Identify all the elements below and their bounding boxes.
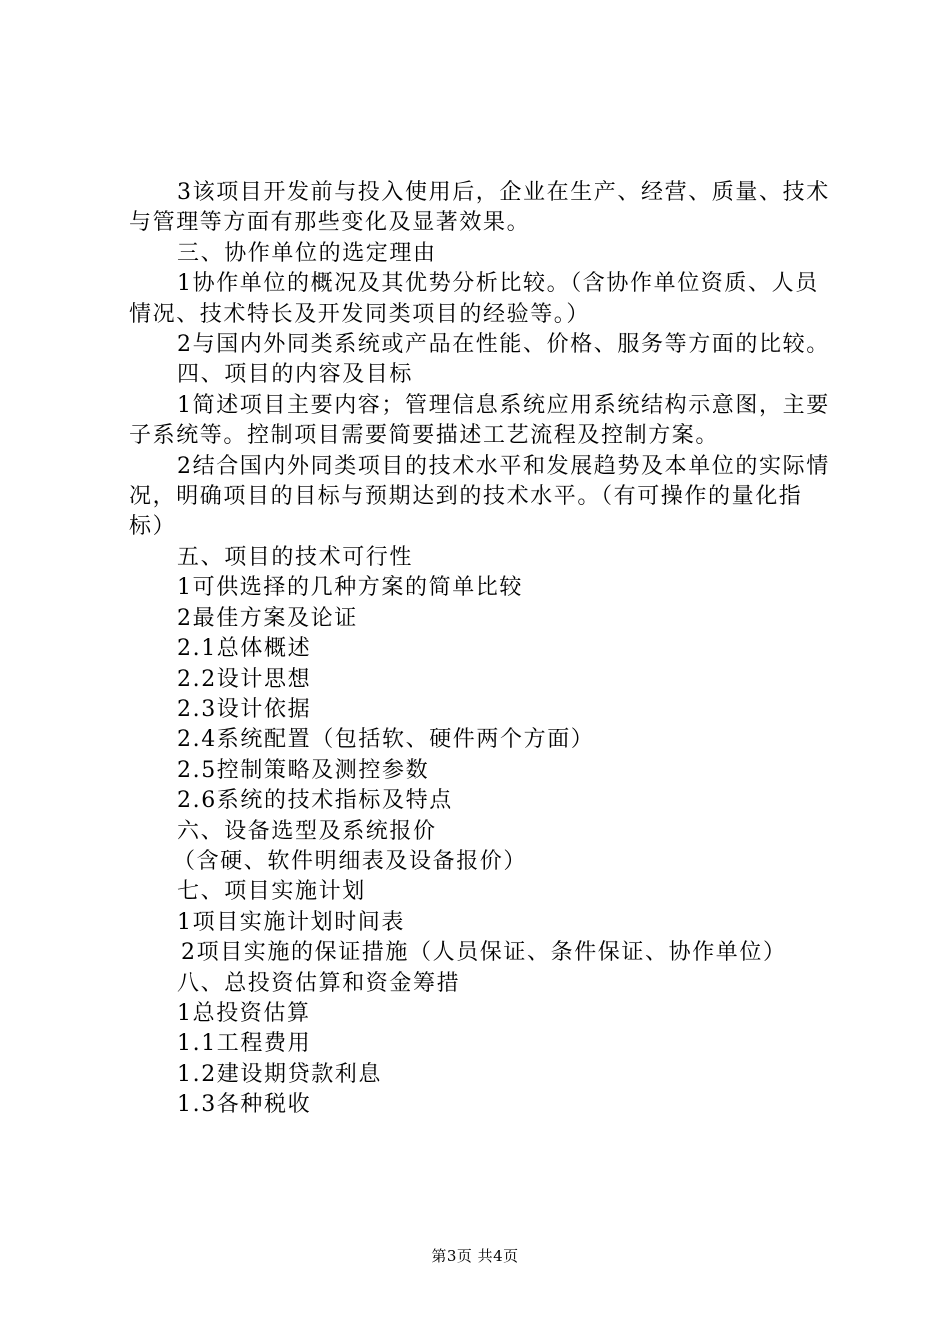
paragraph: （含硬、软件明细表及设备报价） (173, 848, 528, 874)
section-heading: 六、设备选型及系统报价 (177, 818, 437, 844)
section-heading: 五、项目的技术可行性 (177, 544, 414, 570)
paragraph: 2与国内外同类系统或产品在性能、价格、服务等方面的比较。 (177, 332, 830, 358)
document-body (129, 178, 831, 1121)
paragraph: 1协作单位的概况及其优势分析比较。（含协作单位资质、人员情况、技术特长及开发同类项目的经验等。） (129, 271, 819, 327)
list-item: 1总投资估算 (177, 1000, 311, 1026)
list-item: 2.6系统的技术指标及特点 (177, 788, 453, 814)
list-item: 2项目实施的保证措施（人员保证、条件保证、协作单位） (181, 940, 787, 966)
list-item: 1.1工程费用 (177, 1031, 312, 1057)
section-heading: 八、总投资估算和资金筹措 (177, 970, 461, 996)
list-item: 2.2设计思想 (177, 666, 312, 692)
list-item: 2.1总体概述 (177, 636, 312, 662)
list-item: 2最佳方案及论证 (177, 605, 358, 631)
list-item: 1.2建设期贷款利息 (177, 1061, 382, 1087)
paragraph: 3该项目开发前与投入使用后，企业在生产、经营、质量、技术与管理等方面有那些变化及显著效果。 (129, 180, 830, 236)
list-item: 1项目实施计划时间表 (177, 909, 405, 935)
paragraph: 1简述项目主要内容；管理信息系统应用系统结构示意图，主要子系统等。控制项目需要简要描述工艺流程及控制方案。 (129, 392, 830, 449)
section-heading: 四、项目的内容及目标 (177, 362, 414, 388)
paragraph: 2结合国内外同类项目的技术水平和发展趋势及本单位的实际情况，明确项目的目标与预期达到的技术水平。（有可操作的量化指标） (129, 453, 830, 540)
list-item: 2.3设计依据 (177, 696, 312, 722)
list-item: 2.5控制策略及测控参数 (177, 757, 430, 783)
section-heading: 七、项目实施计划 (177, 879, 366, 905)
section-heading: 三、协作单位的选定理由 (177, 240, 437, 266)
list-item: 1可供选择的几种方案的简单比较 (177, 575, 523, 601)
list-item: 2.4系统配置（包括软、硬件两个方面） (177, 727, 595, 753)
page-number-footer: 第3页 共4页 (431, 1247, 519, 1265)
list-item: 1.3各种税收 (177, 1092, 312, 1118)
